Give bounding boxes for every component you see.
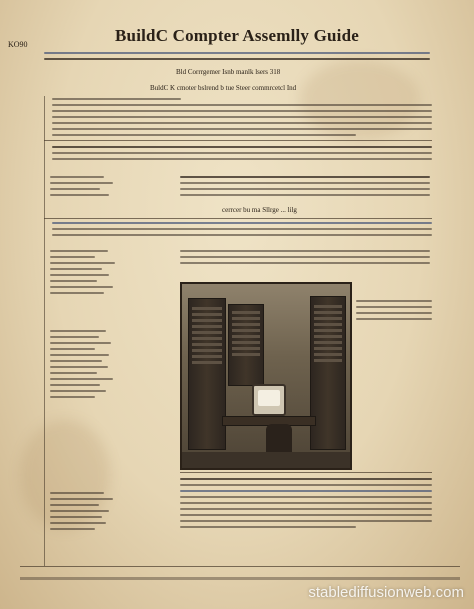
- margin-line: [50, 188, 100, 190]
- text-line: [52, 222, 432, 224]
- margin-line: [50, 384, 100, 386]
- margin-line: [50, 396, 95, 398]
- margin-line: [50, 528, 95, 530]
- margin-line: [50, 516, 102, 518]
- caption-paragraph: [180, 478, 432, 532]
- text-line: [52, 98, 181, 100]
- section-rule: [44, 140, 432, 141]
- margin-line: [50, 274, 109, 276]
- text-line: [180, 262, 430, 264]
- margin-line: [50, 390, 106, 392]
- server-cabinet: [310, 296, 346, 450]
- text-line: [180, 478, 432, 480]
- text-line: [52, 228, 432, 230]
- text-line: [180, 502, 432, 504]
- floor: [182, 452, 350, 468]
- margin-line: [50, 504, 99, 506]
- section-rule: [180, 472, 432, 473]
- text-line: [180, 526, 356, 528]
- bottom-rule: [20, 566, 460, 567]
- margin-line: [50, 194, 109, 196]
- text-line: [180, 508, 432, 510]
- text-line: [52, 104, 432, 106]
- corner-label: KO90: [8, 40, 28, 49]
- margin-line: [50, 498, 113, 500]
- text-line: [52, 152, 432, 154]
- margin-note-list: [50, 330, 140, 402]
- text-line: [180, 484, 432, 486]
- text-line: [52, 110, 432, 112]
- text-line: [180, 188, 430, 190]
- computer-room-photo: [180, 282, 352, 470]
- footer-text-line: [20, 577, 460, 580]
- margin-line: [50, 250, 108, 252]
- margin-line: [50, 522, 106, 524]
- text-line: [52, 128, 432, 130]
- text-line: [180, 520, 432, 522]
- text-line: [52, 134, 356, 136]
- margin-line: [50, 354, 109, 356]
- text-line: [52, 122, 432, 124]
- text-line: [44, 52, 430, 54]
- margin-line: [50, 360, 102, 362]
- margin-line: [50, 286, 113, 288]
- server-cabinet: [228, 304, 264, 386]
- margin-line: [50, 280, 97, 282]
- crt-monitor: [252, 384, 286, 416]
- margin-line: [50, 292, 104, 294]
- text-line: [180, 194, 430, 196]
- margin-line: [50, 342, 111, 344]
- section-four-text: [180, 250, 430, 268]
- text-line: [44, 58, 430, 60]
- margin-line: [50, 348, 95, 350]
- text-line: [52, 234, 432, 236]
- text-line: [180, 256, 430, 258]
- text-line: [356, 306, 432, 308]
- section-rule: [44, 218, 432, 219]
- margin-line: [50, 510, 109, 512]
- text-line: [52, 146, 432, 148]
- margin-line: [50, 262, 115, 264]
- margin-line: [50, 372, 97, 374]
- margin-line: [50, 336, 99, 338]
- text-line: [180, 182, 430, 184]
- margin-line: [50, 182, 113, 184]
- text-line: [180, 496, 432, 498]
- margin-line: [50, 492, 104, 494]
- margin-note-list: [50, 176, 140, 200]
- section-three-text: [52, 222, 432, 240]
- margin-line: [50, 268, 102, 270]
- text-line: [180, 490, 432, 492]
- server-cabinet: [188, 298, 226, 450]
- text-line: [356, 312, 432, 314]
- margin-line: [50, 366, 108, 368]
- text-line: [180, 176, 430, 178]
- intro-paragraph: [52, 98, 432, 140]
- section-one-text: [52, 146, 432, 164]
- text-line: [356, 300, 432, 302]
- document-title: BuildC Compter Assemlly Guide: [115, 26, 359, 45]
- intro-line: BuldC K cmoter bslrend b tue Steer commrcetcl Ind: [150, 84, 297, 92]
- monitor-screen: [258, 390, 280, 406]
- text-line: [52, 116, 432, 118]
- margin-line: [50, 176, 104, 178]
- left-margin-rule: [44, 96, 45, 566]
- header-text-block: [44, 52, 430, 64]
- photo-side-notes: [356, 300, 432, 324]
- text-line: [180, 514, 432, 516]
- margin-note-list: [50, 492, 140, 534]
- watermark: stablediffusionweb.com: [308, 584, 464, 601]
- section-line: cerrcer bu ma Sllrge ... lilg: [222, 206, 297, 214]
- margin-note-list: [50, 250, 140, 298]
- office-chair: [266, 424, 292, 454]
- margin-line: [50, 256, 95, 258]
- margin-line: [50, 378, 113, 380]
- text-line: [52, 158, 432, 160]
- header-line: Bld Corrrgemer Isnb manlk lsers 318: [176, 68, 281, 76]
- margin-line: [50, 330, 106, 332]
- text-line: [356, 318, 432, 320]
- section-two-text: [180, 176, 430, 200]
- text-line: [180, 250, 430, 252]
